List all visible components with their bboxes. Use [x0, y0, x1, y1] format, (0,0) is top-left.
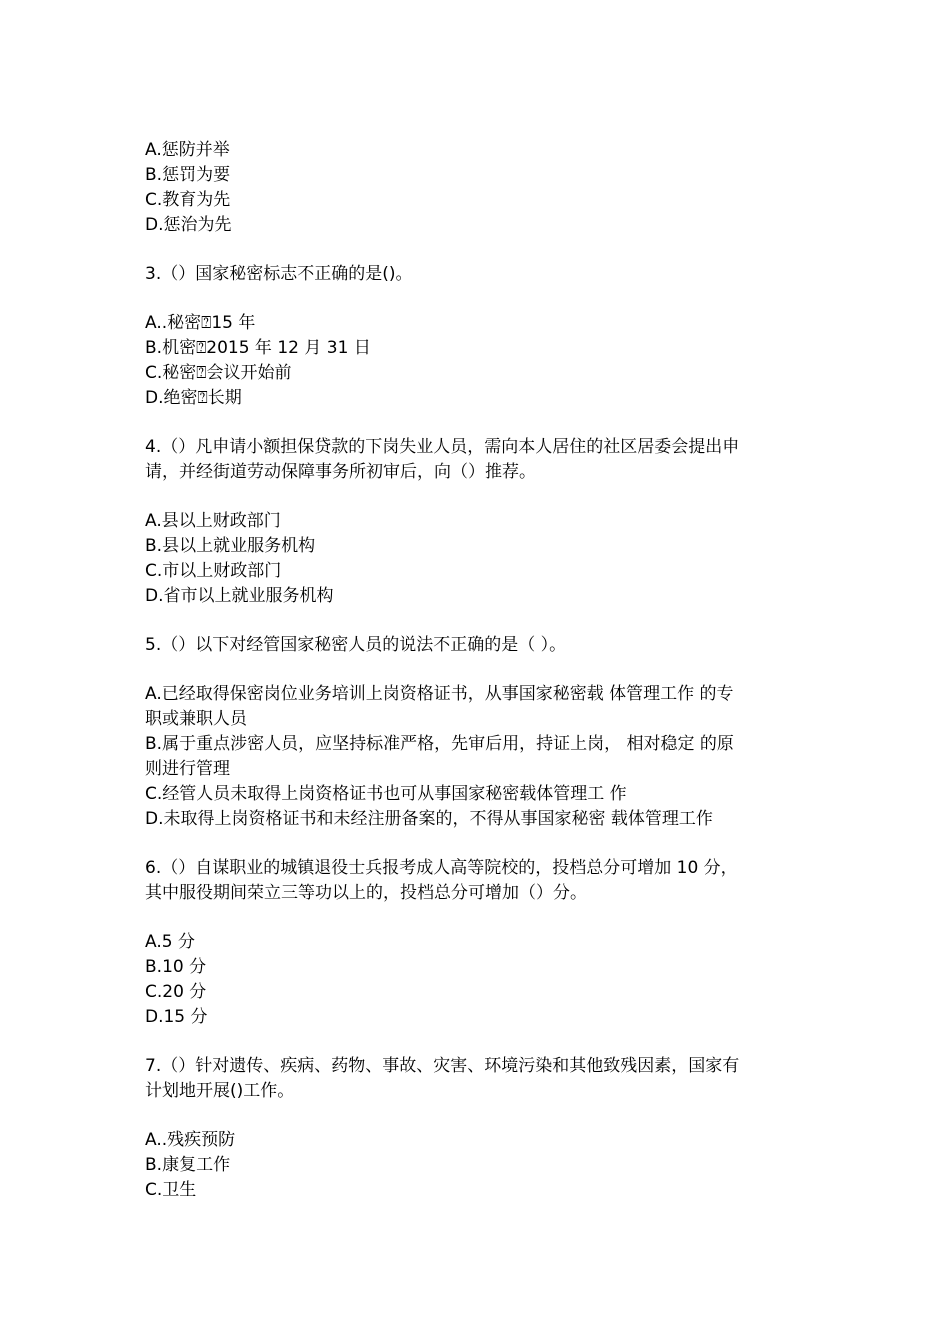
option-b: B.机密⍰2015 年 12 月 31 日	[145, 338, 371, 358]
option-d: D.绝密⍰长期	[145, 388, 242, 408]
option-d: D.惩治为先	[145, 215, 232, 235]
option-a: A.5 分	[145, 932, 195, 952]
option-c: C.20 分	[145, 982, 207, 1002]
option-a-line-1: A.已经取得保密岗位业务培训上岗资格证书，从事国家秘密载 体管理工作 的专	[145, 684, 734, 704]
question-4-options	[145, 509, 810, 609]
question-list	[145, 138, 810, 1203]
option-b: B.康复工作	[145, 1155, 231, 1175]
question-stem-line-1: 6.（）自谋职业的城镇退役士兵报考成人高等院校的，投档总分可增加 10 分，	[145, 858, 738, 878]
question-stem: 5.（）以下对经管国家秘密人员的说法不正确的是（ ）。	[145, 635, 567, 655]
question-6	[145, 856, 810, 906]
question-2-options	[145, 138, 810, 238]
question-stem-line-1: 4.（）凡申请小额担保贷款的下岗失业人员，需向本人居住的社区居委会提出申	[145, 437, 740, 457]
question-7-options	[145, 1128, 810, 1203]
question-stem: 3.（）国家秘密标志不正确的是()。	[145, 264, 413, 284]
option-a: A..秘密⍰15 年	[145, 313, 256, 333]
option-b: B.惩罚为要	[145, 165, 231, 185]
option-a: A.县以上财政部门	[145, 511, 281, 531]
question-stem-line-2: 计划地开展()工作。	[145, 1081, 295, 1101]
option-d: D.省市以上就业服务机构	[145, 586, 334, 606]
question-stem-line-2: 其中服役期间荣立三等功以上的，投档总分可增加（）分。	[145, 883, 587, 903]
option-c: C.卫生	[145, 1180, 197, 1200]
option-a: A.惩防并举	[145, 140, 230, 160]
option-c: C.经管人员未取得上岗资格证书也可从事国家秘密载体管理工 作	[145, 784, 627, 804]
option-c: C.市以上财政部门	[145, 561, 282, 581]
question-7	[145, 1054, 810, 1104]
option-b-line-1: B.属于重点涉密人员，应坚持标准严格，先审后用，持证上岗， 相对稳定 的原	[145, 734, 734, 754]
option-b: B.10 分	[145, 957, 207, 977]
option-d: D.15 分	[145, 1007, 208, 1027]
question-3	[145, 262, 810, 287]
option-a: A..残疾预防	[145, 1130, 236, 1150]
question-5	[145, 633, 810, 658]
option-b: B.县以上就业服务机构	[145, 536, 316, 556]
question-5-options	[145, 682, 810, 832]
question-3-options	[145, 311, 810, 411]
question-stem-line-2: 请，并经街道劳动保障事务所初审后，向（）推荐。	[145, 462, 536, 482]
question-4	[145, 435, 810, 485]
option-d: D.未取得上岗资格证书和未经注册备案的，不得从事国家秘密 载体管理工作	[145, 809, 713, 829]
option-c: C.教育为先	[145, 190, 231, 210]
option-a-line-2: 职或兼职人员	[145, 709, 247, 729]
option-c: C.秘密⍰会议开始前	[145, 363, 292, 383]
option-b-line-2: 则进行管理	[145, 759, 230, 779]
question-6-options	[145, 930, 810, 1030]
question-stem-line-1: 7.（）针对遗传、疾病、药物、事故、灾害、环境污染和其他致残因素，国家有	[145, 1056, 740, 1076]
